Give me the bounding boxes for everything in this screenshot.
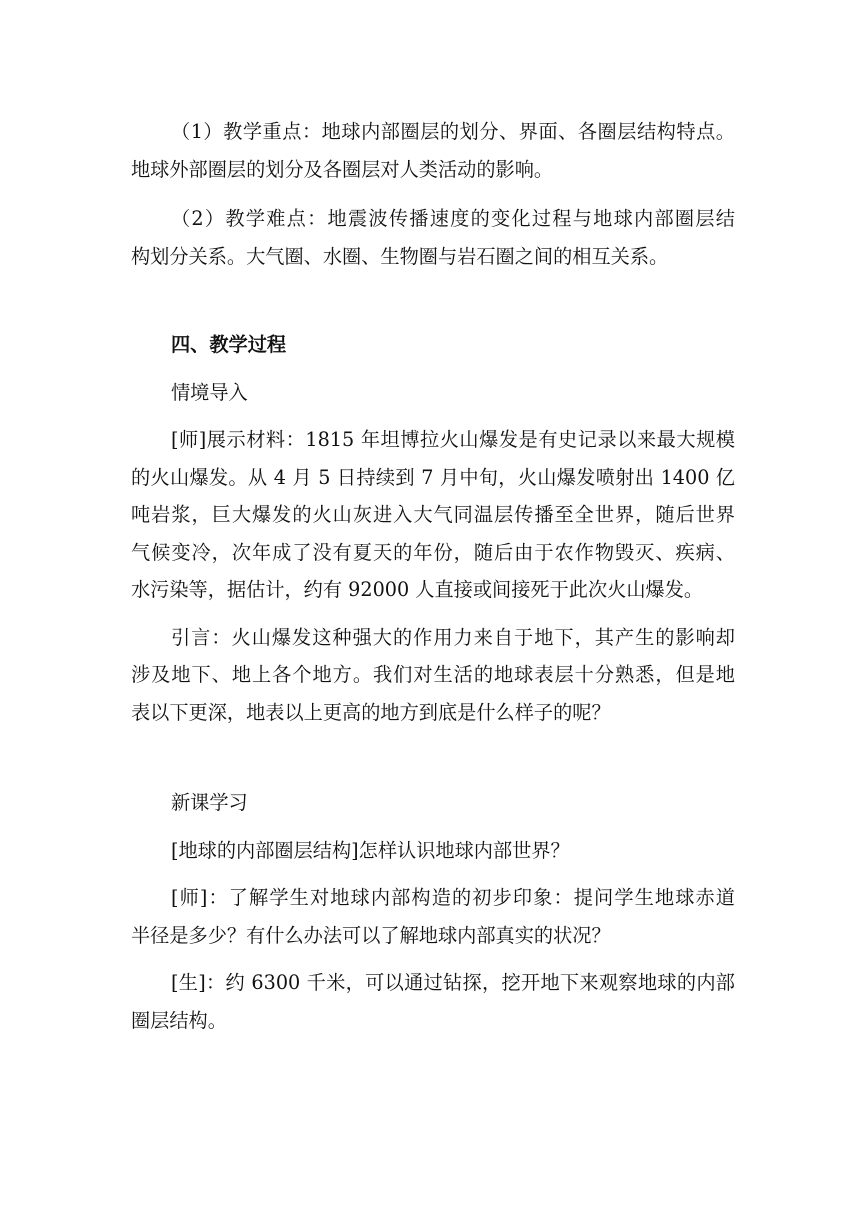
teacher-paragraph — [131, 879, 735, 954]
text-line: 构划分关系。大气圈、水圈、生物圈与岩石圈之间的相互关系。 — [131, 244, 669, 268]
difficulties-paragraph — [131, 200, 735, 275]
text-line: （1）教学重点：地球内部圈层的划分、界面、各圈层结构特点。 — [171, 120, 735, 143]
key-points-paragraph — [131, 113, 735, 188]
text-line: 吨岩浆，巨大爆发的火山灰进入大气同温层传播至全世界，随后世界 — [131, 503, 735, 526]
topic-line: [地球的内部圈层结构]怎样认识地球内部世界？ — [171, 838, 570, 862]
text-line: 半径是多少？有什么办法可以了解地球内部真实的状况？ — [131, 923, 611, 947]
text-line: [师]：了解学生对地球内部构造的初步印象：提问学生地球赤道 — [171, 886, 735, 909]
document-page — [131, 113, 735, 1039]
lead-in-paragraph — [131, 619, 735, 732]
student-paragraph — [131, 964, 735, 1039]
text-line: [师]展示材料：1815 年坦博拉火山爆发是有史记录以来最大规模 — [171, 428, 735, 451]
intro-label: 情境导入 — [171, 380, 248, 404]
material-paragraph — [131, 421, 735, 609]
text-line: （2）教学难点：地震波传播速度的变化过程与地球内部圈层结 — [171, 207, 735, 230]
text-line: 涉及地下、地上各个地方。我们对生活的地球表层十分熟悉，但是地 — [131, 663, 735, 686]
new-lesson-label: 新课学习 — [171, 791, 248, 814]
text-line: 气候变冷，次年成了没有夏天的年份，随后由于农作物毁灭、疾病、 — [131, 540, 735, 564]
text-line: 水污染等，据估计，约有 92000 人直接或间接死于此次火山爆发。 — [131, 578, 704, 601]
text-line: 圈层结构。 — [131, 1008, 227, 1032]
text-line: 的火山爆发。从 4 月 5 日持续到 7 月中旬，火山爆发喷射出 1400 亿 — [131, 465, 735, 489]
text-line: [生]：约 6300 千米，可以通过钻探，挖开地下来观察地球的内部 — [171, 971, 735, 994]
text-line: 表以下更深，地表以上更高的地方到底是什么样子的呢？ — [131, 700, 611, 724]
text-line: 地球外部圈层的划分及各圈层对人类活动的影响。 — [131, 157, 554, 181]
text-line: 引言：火山爆发这种强大的作用力来自于地下，其产生的影响却 — [171, 625, 735, 649]
section-heading: 四、教学过程 — [171, 333, 287, 356]
